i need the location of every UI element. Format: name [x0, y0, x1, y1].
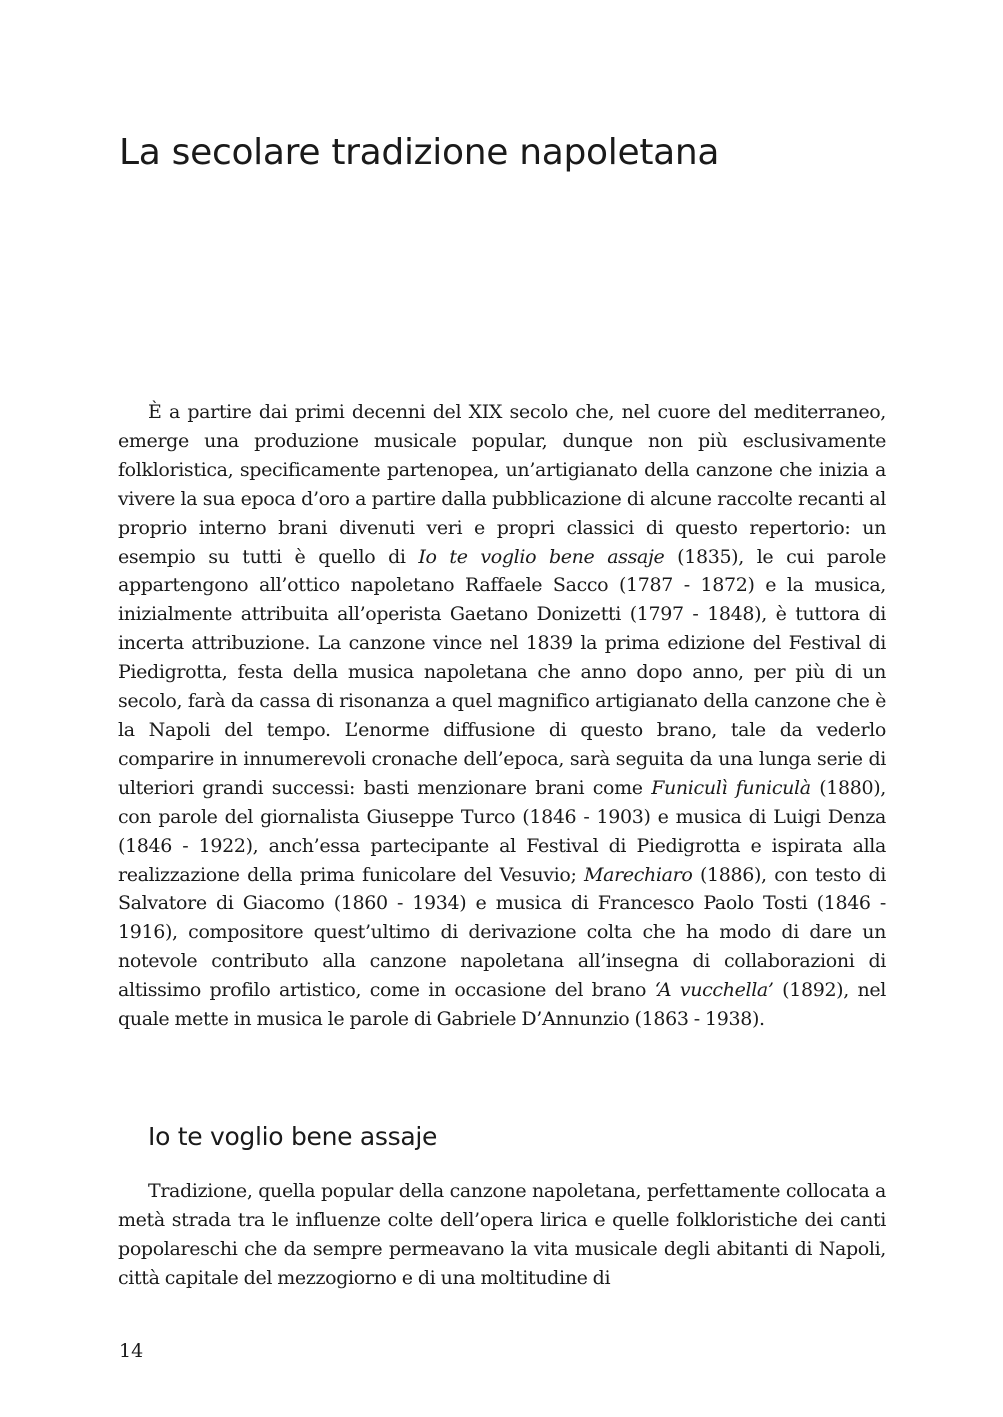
chapter-title: La secolare tradizione napoletana — [119, 132, 720, 173]
song-title-marechiaro: Marechiaro — [584, 863, 693, 886]
page-number: 14 — [119, 1340, 144, 1362]
song-title-io-te-voglio-bene-assaje: Io te voglio bene assaje — [418, 545, 665, 568]
paragraph-text: (1835), le cui parole appartengono all’ottico napoletano Raffaele Sacco (1787 - 1872) e la musica, inizialmente attribuita all’operista Gaetano Donizetti (1797 - 1848), è tuttora di incerta attribuzione. La canzone vince nel 1839 la prima edizione del Festival di Piedigrotta, festa della musica napoletana che anno dopo anno, per più di un secolo, farà da cassa di risonanza a quel magnifico artigianato della canzone che è la Napoli del tempo. L’enorme diffusione di questo brano, tale da vederlo comparire in innumerevoli cronache dell’epoca, sarà seguita da una lunga serie di ulteriori grandi successi: basti menzionare brani come — [118, 545, 886, 799]
body-paragraph-1 — [118, 398, 886, 1034]
song-title-funiculi-funicula: Funiculì funiculà — [651, 776, 811, 799]
paragraph-text: (1880), con parole del giornalista Giuseppe Turco (1846 - 1903) e musica di Luigi Denza (1846 - 1922), anch’essa partecipante al Festival di Piedigrotta e ispirata alla realizzazione della prima funicolare del Vesuvio; — [118, 776, 886, 886]
body-paragraph-2: Tradizione, quella popular della canzone napoletana, perfettamente collocata a metà strada tra le influenze colte dell’opera lirica e quelle folkloristiche dei canti popolareschi che da sempre permeavano la vita musicale degli abitanti di Napoli, città capitale del mezzogiorno e di una moltitudine di — [118, 1180, 886, 1289]
paragraph-text: (1892), nel quale mette in musica le parole di Gabriele D’Annunzio (1863 - 1938). — [118, 979, 887, 1031]
song-title-a-vucchella: ‘A vucchella’ — [654, 979, 774, 1002]
paragraph-text: È a partire dai primi decenni del XIX secolo che, nel cuore del mediterraneo, emerge una produzione musicale popular, dunque non più esclusivamente folkloristica, specificamente partenopea, un’artigianato della canzone che inizia a vivere la sua epoca d’oro a partire dalla pubblicazione di alcune raccolte recanti al proprio interno brani divenuti veri e propri classici di questo repertorio: un esempio su tutti è quello di — [118, 401, 886, 568]
section-title: Io te voglio bene assaje — [148, 1122, 438, 1151]
paragraph-text: (1886), con testo di Salvatore di Giacomo (1860 - 1934) e musica di Francesco Paolo Tosti (1846 - 1916), compositore quest’ultimo di derivazione colta che ha modo di dare un notevole contributo alla canzone napoletana all’insegna di collaborazioni di altissimo profilo artistico, come in occasione del brano — [118, 863, 886, 1002]
